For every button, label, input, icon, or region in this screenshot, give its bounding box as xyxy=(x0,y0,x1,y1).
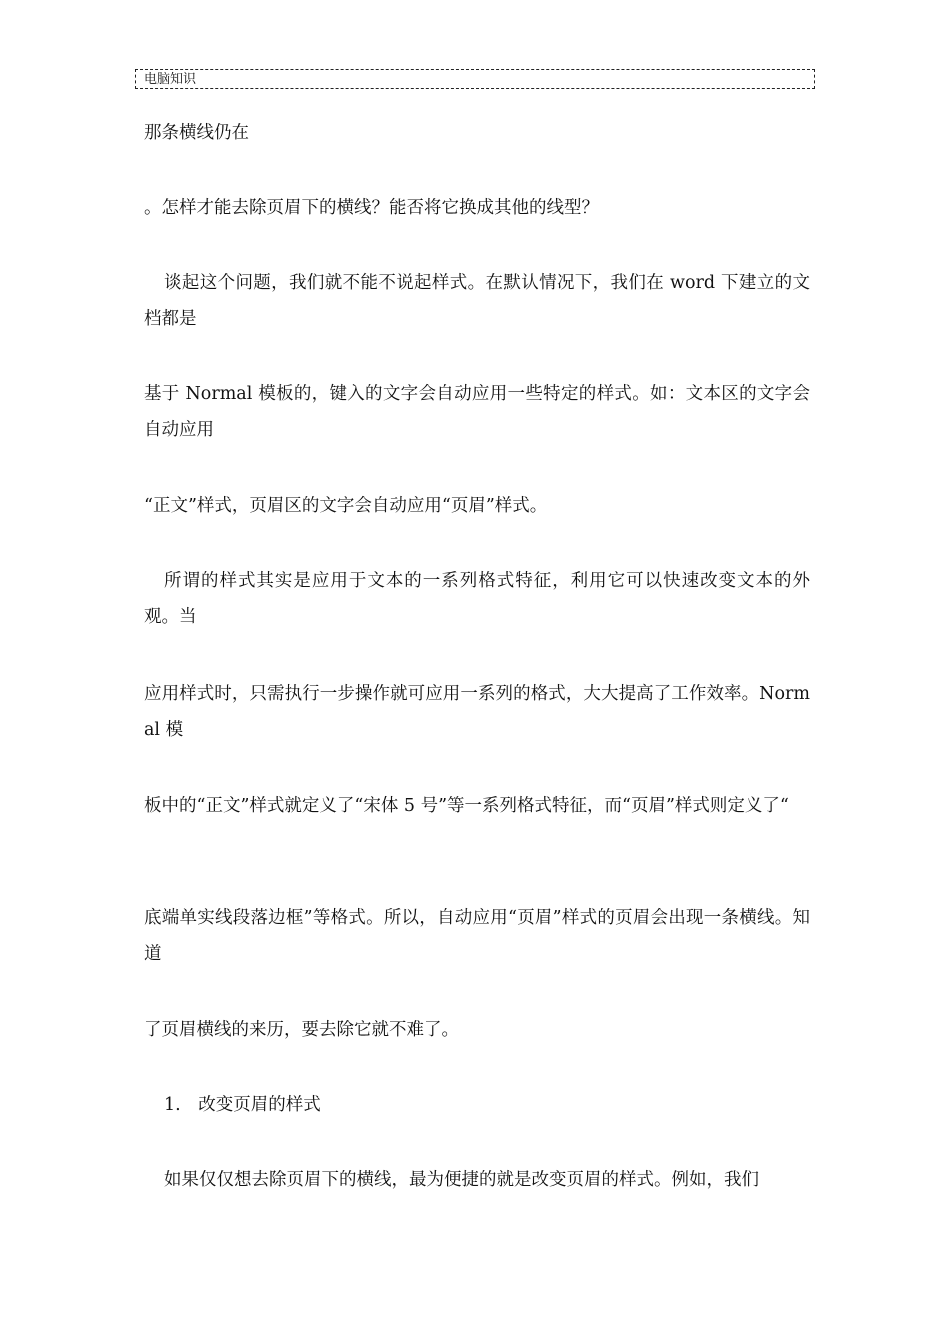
paragraph-9: 底端单实线段落边框”等格式。所以，自动应用“页眉”样式的页眉会出现一条横线。知道 xyxy=(144,908,810,964)
paragraph-6: 所谓的样式其实是应用于文本的一系列格式特征，利用它可以快速改变文本的外观。当 xyxy=(144,571,810,627)
paragraph-11: 如果仅仅想去除页眉下的横线，最为便捷的就是改变页眉的样式。例如，我们 xyxy=(164,1170,759,1190)
list-item-1: 1. 改变页眉的样式 xyxy=(164,1095,321,1115)
paragraph-2: 。怎样才能去除页眉下的横线？能否将它换成其他的线型？ xyxy=(144,198,599,218)
paragraph-3: 谈起这个问题，我们就不能不说起样式。在默认情况下，我们在 word 下建立的文档都是 xyxy=(144,273,810,329)
paragraph-5: “正文”样式，页眉区的文字会自动应用“页眉”样式。 xyxy=(144,496,548,516)
paragraph-1: 那条横线仍在 xyxy=(144,123,249,143)
header-label: 电脑知识 xyxy=(144,72,197,87)
paragraph-7: 应用样式时，只需执行一步操作就可应用一系列的格式，大大提高了工作效率。Normal 模 xyxy=(144,684,810,740)
paragraph-4: 基于 Normal 模板的，键入的文字会自动应用一些特定的样式。如：文本区的文字会自动应用 xyxy=(144,384,810,440)
page-header xyxy=(135,69,815,89)
paragraph-8: 板中的“正文”样式就定义了“宋体 5 号”等一系列格式特征，而“页眉”样式则定义了“ xyxy=(144,796,789,816)
paragraph-10: 了页眉横线的来历，要去除它就不难了。 xyxy=(144,1020,459,1040)
